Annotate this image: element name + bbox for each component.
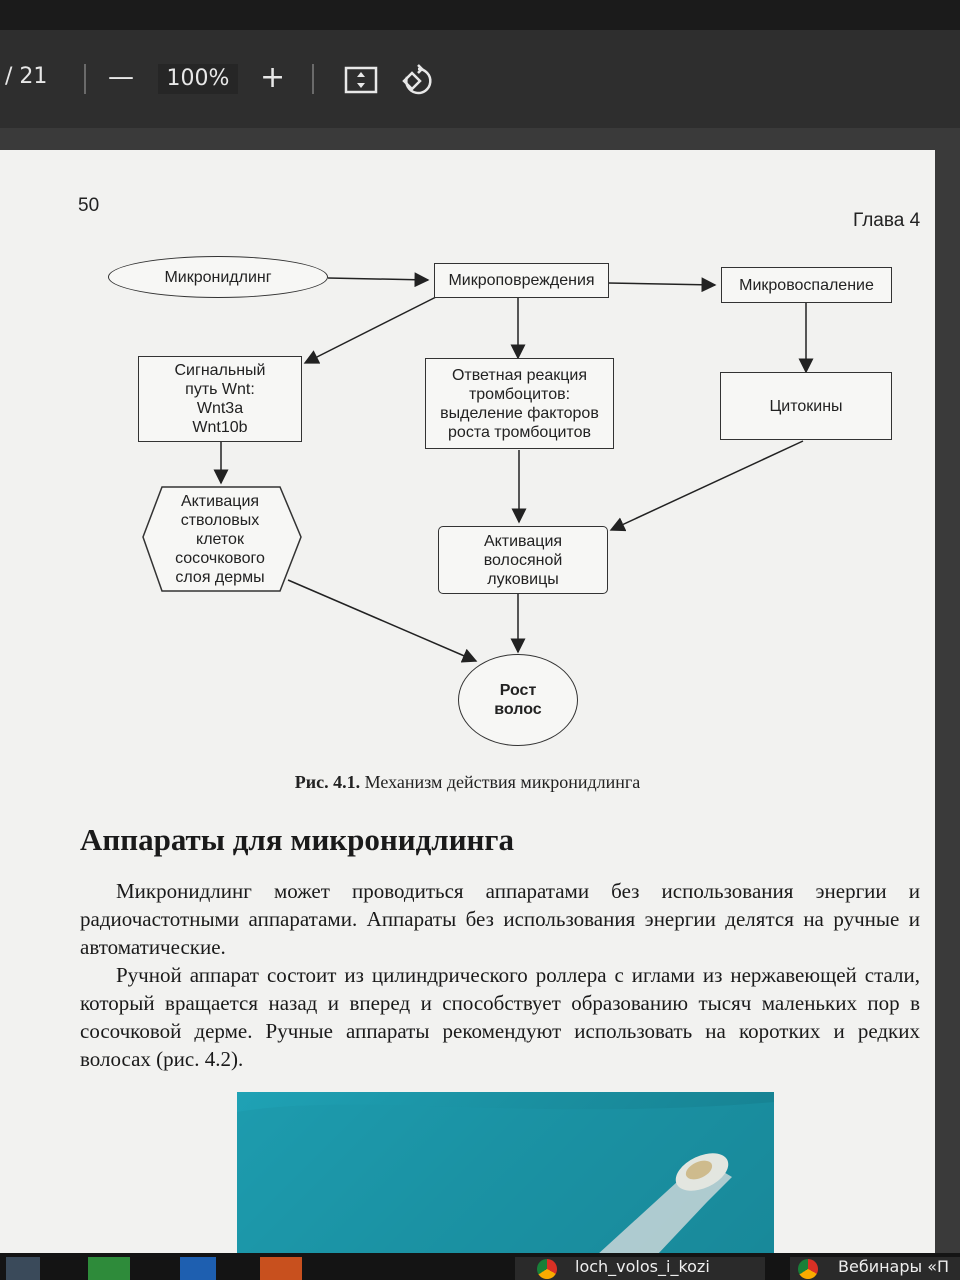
- chrome-icon: [798, 1259, 818, 1279]
- os-taskbar: [0, 1253, 960, 1280]
- arrow: [328, 278, 428, 280]
- node-microinflammation: Микровоспаление: [721, 267, 892, 303]
- toolbar-divider: [84, 64, 86, 94]
- node-platelet-response: Ответная реакция тромбоцитов: выделение факторов роста тромбоцитов: [425, 358, 614, 449]
- pdf-toolbar: [0, 30, 960, 128]
- caption-text: Механизм действия микронидлинга: [360, 772, 641, 792]
- chapter-header: Глава 4: [853, 210, 921, 231]
- taskbar-app-icon[interactable]: [6, 1257, 40, 1280]
- arrow: [608, 283, 715, 285]
- page-number: 50: [78, 195, 100, 216]
- section-title: Аппараты для микронидлинга: [80, 822, 514, 857]
- node-microdamage: Микроповреждения: [434, 263, 609, 298]
- toolbar-divider: [312, 64, 314, 94]
- node-microneedling: Микронидлинг: [108, 256, 328, 298]
- taskbar-app-icon[interactable]: [180, 1257, 216, 1280]
- arrow: [305, 295, 440, 363]
- taskbar-tab-label: loch_volos_i_kozi: [575, 1257, 710, 1276]
- rotate-icon[interactable]: [400, 63, 436, 99]
- taskbar-tab-1[interactable]: [515, 1257, 765, 1280]
- microneedling-device-photo: [237, 1092, 774, 1255]
- zoom-in-button[interactable]: +: [260, 60, 286, 95]
- zoom-out-button[interactable]: —: [108, 62, 134, 92]
- taskbar-tab-label: Вебинары «П: [838, 1257, 950, 1276]
- node-wnt-pathway: Сигнальный путь Wnt: Wnt3a Wnt10b: [138, 356, 302, 442]
- pdf-page: [0, 150, 935, 1255]
- taskbar-tab-2[interactable]: [790, 1257, 960, 1280]
- page-total: / 21: [5, 64, 48, 89]
- taskbar-app-icon[interactable]: [260, 1257, 302, 1280]
- zoom-level-field[interactable]: 100%: [158, 64, 238, 94]
- fit-page-icon[interactable]: [344, 66, 378, 94]
- arrow: [611, 441, 803, 530]
- taskbar-app-icon[interactable]: [88, 1257, 130, 1280]
- node-bulb-activation: Активация волосяной луковицы: [438, 526, 608, 594]
- paragraph: Ручной аппарат состоит из цилиндрического роллера с иглами из нержавеющей стали, который вращается назад и вперед и способствует образованию тысяч маленьких пор в сосочковой дерме. Ручные аппараты рекомендуют использовать на коротких и редких волосах (рис. 4.2).: [80, 963, 920, 1071]
- node-hair-growth: Рост волос: [458, 654, 578, 746]
- chrome-icon: [537, 1259, 557, 1279]
- paragraph: Микронидлинг может проводиться аппаратами без использования энергии и радиочастотными аппаратами. Аппараты без использования энергии делятся на ручные и автоматические.: [80, 879, 920, 959]
- figure-caption: [0, 772, 935, 793]
- caption-label: Рис. 4.1.: [294, 772, 361, 792]
- node-stem-cell-activation: Активация стволовых клеток сосочкового слоя дермы: [175, 492, 265, 586]
- node-cytokines: Цитокины: [720, 372, 892, 440]
